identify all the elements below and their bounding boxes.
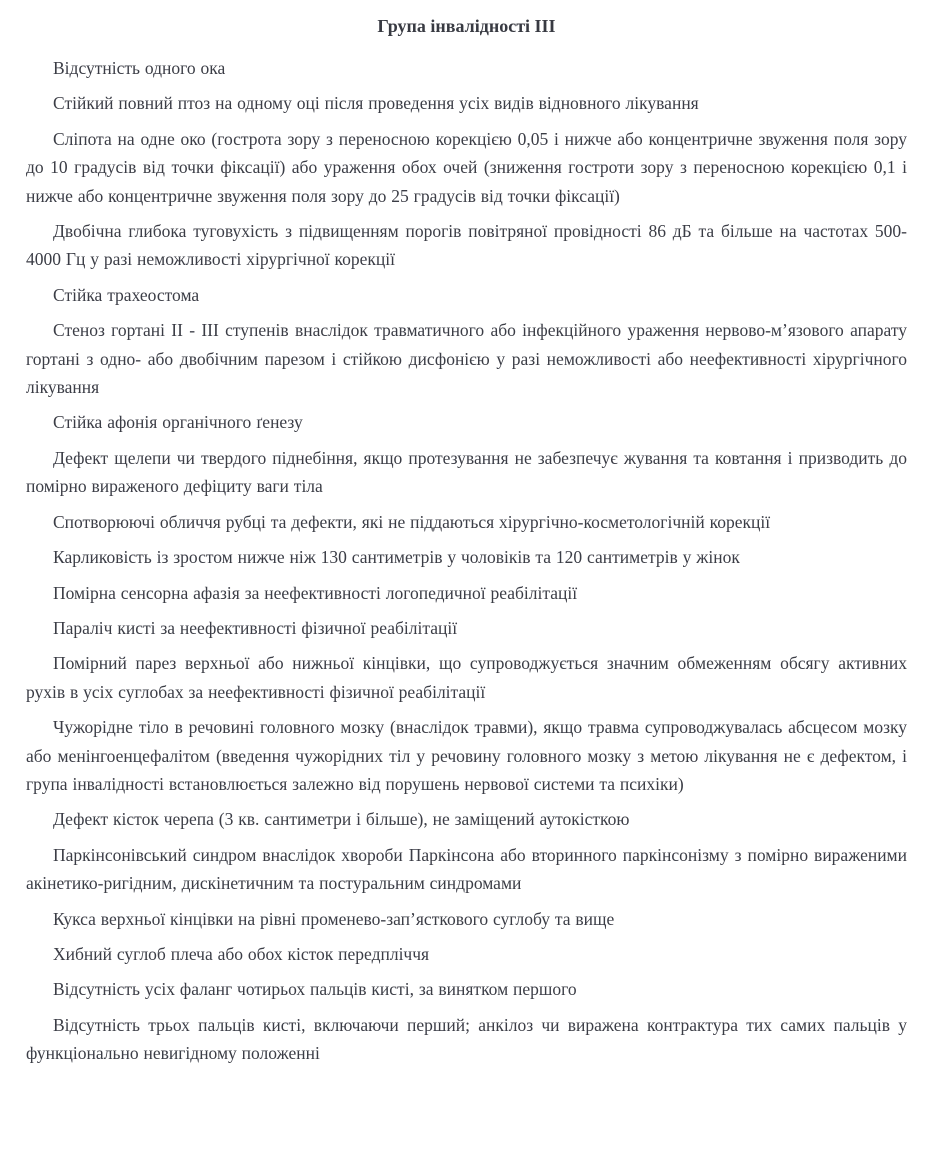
paragraph: Двобічна глибока туговухість з підвищенням порогів повітряної провідності 86 дБ та більше на частотах 500-4000 Гц у разі неможливості хірургічної корекції xyxy=(26,221,907,270)
paragraph: Стеноз гортані II - III ступенів внаслідок травматичного або інфекційного ураження нервово-м’язового апарату гортані з одно- або двобічним парезом і стійкою дисфонією у разі неможливості або неефективності хірургічного лікування xyxy=(26,320,907,398)
paragraph: Карликовість із зростом нижче ніж 130 сантиметрів у чоловіків та 120 сантиметрів у жінок xyxy=(53,547,740,568)
paragraph: Стійка афонія органічного ґенезу xyxy=(53,412,303,433)
document-title: Група інвалідності III xyxy=(377,16,556,36)
paragraph: Дефект щелепи чи твердого піднебіння, якщо протезування не забезпечує жування та ковтання і призводить до помірно вираженого дефіциту ваги тіла xyxy=(26,447,907,497)
paragraph: Чужорідне тіло в речовині головного мозку (внаслідок травми), якщо травма супроводжувалась абсцесом мозку або менінгоенцефалітом (введення чужорідних тіл у речовину головного мозку з метою лікування не є дефектом, і група інвалідності встановлюється залежно від порушень нервової системи та психіки) xyxy=(26,717,907,794)
paragraph: Хибний суглоб плеча або обох кісток передпліччя xyxy=(53,943,430,964)
paragraph: Сліпота на одне око (гострота зору з переносною корекцією 0,05 і нижче або концентричне звуження поля зору до 10 градусів від точки фіксації) або ураження обох очей (зниження гостроти зору з переносною корекцією 0,1 і нижче або концентричне звуження поля зору до 25 градусів від точки фіксації) xyxy=(26,128,907,206)
paragraph: Спотворюючі обличчя рубці та дефекти, які не піддаються хірургічно-косметологічній корекції xyxy=(53,511,771,532)
paragraph: Паркінсонівський синдром внаслідок хвороби Паркінсона або вторинного паркінсонізму з помірно вираженими акінетико-ригідним, дискінетичним та постуральним синдромами xyxy=(26,844,907,894)
paragraph: Стійкий повний птоз на одному оці після проведення усіх видів відновного лікування xyxy=(53,93,699,114)
paragraph: Відсутність трьох пальців кисті, включаючи перший; анкілоз чи виражена контрактура тих самих пальців у функціонально невигідному положенні xyxy=(26,1014,907,1064)
paragraph: Дефект кісток черепа (3 кв. сантиметри і більше), не заміщений аутокісткою xyxy=(53,809,630,830)
paragraph: Помірний парез верхньої або нижньої кінцівки, що супроводжується значним обмеженням обсягу активних рухів в усіх суглобах за неефективності фізичної реабілітації xyxy=(26,653,907,702)
paragraph: Відсутність одного ока xyxy=(53,58,226,78)
paragraph: Відсутність усіх фаланг чотирьох пальців кисті, за винятком першого xyxy=(53,979,577,1000)
document-body xyxy=(26,54,907,1068)
paragraph: Стійка трахеостома xyxy=(53,284,200,305)
paragraph: Помірна сенсорна афазія за неефективності логопедичної реабілітації xyxy=(53,582,578,603)
paragraph: Параліч кисті за неефективності фізичної реабілітації xyxy=(53,617,458,638)
paragraph: Кукса верхньої кінцівки на рівні променево-зап’ясткового суглобу та вище xyxy=(53,908,615,929)
